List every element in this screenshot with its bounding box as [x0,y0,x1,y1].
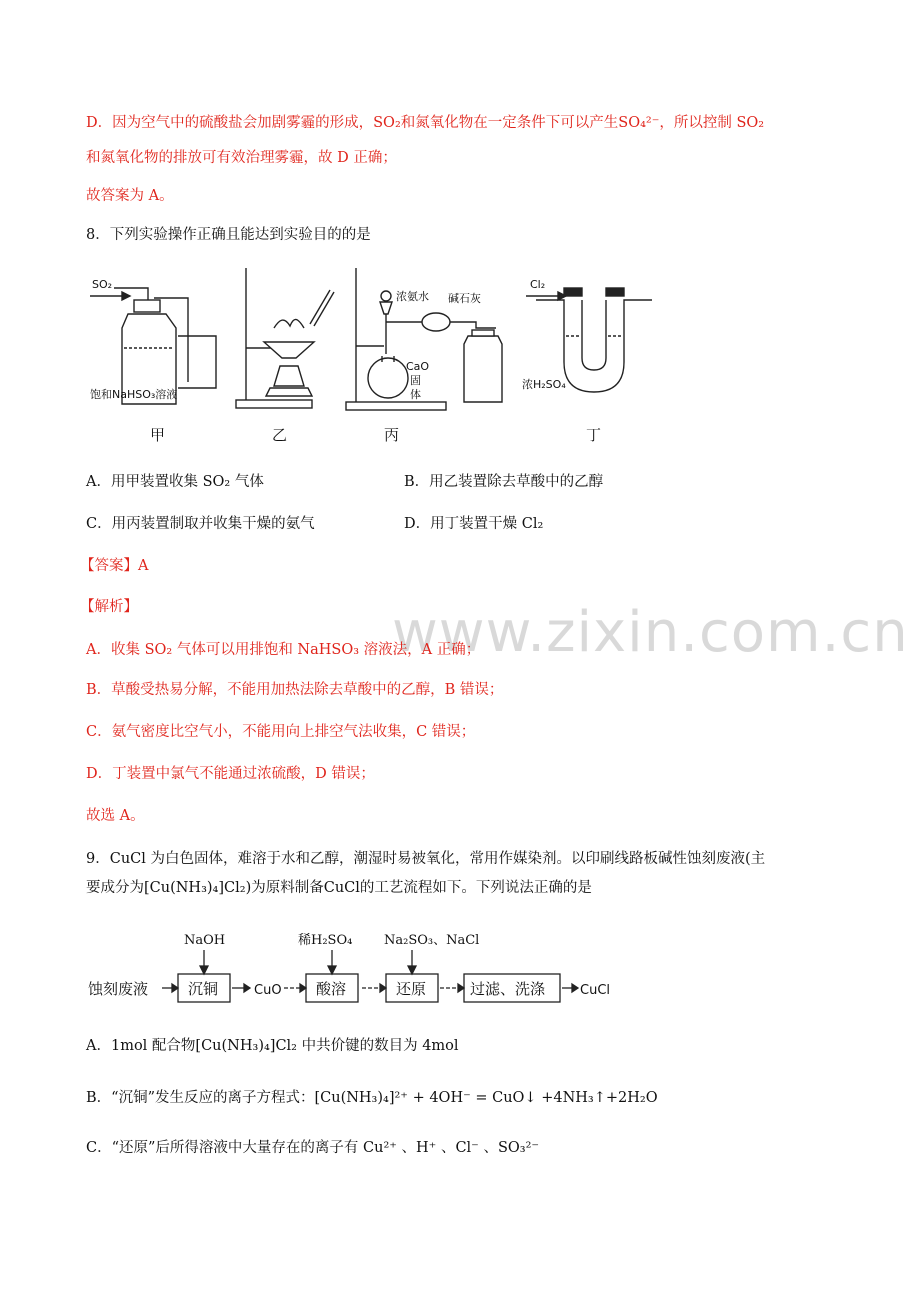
q8-analysis-b: B．草酸受热易分解，不能用加热法除去草酸中的乙醇，B 错误； [86,682,504,698]
apparatus-ding [526,288,652,392]
process-flow-chart [84,928,644,1008]
apparatus-figure [84,262,664,452]
q9-stem-line2: 要成分为[Cu(NH₃)₄]Cl₂)为原料制备CuCl的工艺流程如下。下列说法正确的是 [86,880,592,896]
label-cl2: Cl₂ [530,278,546,291]
flow-product: CuCl [580,983,611,998]
q8-answer: 【答案】A [80,558,149,574]
reagent-na2so3-nacl: Na₂SO₃、NaCl [384,933,480,948]
caption-yi: 乙 [272,426,288,444]
caption-bing: 丙 [384,426,400,444]
q8-option-c: C．用丙装置制取并收集干燥的氨气 [86,516,315,532]
caption-ding: 丁 [586,426,602,444]
caption-jia: 甲 [150,426,166,444]
q8-analysis-c: C．氨气密度比空气小，不能用向上排空气法收集，C 错误； [86,724,476,740]
q8-option-b: B．用乙装置除去草酸中的乙醇 [404,474,604,490]
q8-analysis-d: D．丁装置中氯气不能通过浓硫酸，D 错误； [86,766,375,782]
reagent-h2so4: 稀H₂SO₄ [298,933,353,948]
flow-start: 蚀刻废液 [88,980,149,998]
q9-stem-line1: 9．CuCl 为白色固体，难溶于水和乙醇，潮湿时易被氧化，常用作媒染剂。以印刷线路板碱性蚀刻废液(主 [86,851,766,867]
q8-option-a: A．用甲装置收集 SO₂ 气体 [86,474,264,490]
step-suanrong: 酸溶 [316,980,347,998]
label-cao: CaO [406,360,430,373]
apparatus-yi [236,268,334,408]
label-soda-lime: 碱石灰 [448,292,481,305]
step-chentong: 沉铜 [188,980,219,998]
q9-option-a: A．1mol 配合物[Cu(NH₃)₄]Cl₂ 中共价键的数目为 4mol [86,1038,459,1054]
label-cao-solid1: 固 [410,374,421,387]
label-conc-ammonia: 浓氨水 [396,290,429,303]
q9-option-b: B．“沉铜”发生反应的离子方程式：[Cu(NH₃)₄]²⁺ + 4OH⁻ = CuO↓ +4NH₃↑+2H₂O [86,1090,658,1106]
reagent-naoh: NaOH [184,933,226,948]
answer-d-line2: 和氮氧化物的排放可有效治理雾霾，故 D 正确； [86,150,397,166]
step-guolv: 过滤、洗涤 [470,980,546,998]
q8-stem: 8．下列实验操作正确且能达到实验目的的是 [86,227,371,243]
label-h2so4: 浓H₂SO₄ [522,378,566,391]
flow-cuo: CuO [254,983,282,998]
q9-option-c: C．“还原”后所得溶液中大量存在的离子有 Cu²⁺ 、H⁺ 、Cl⁻ 、SO₃²⁻ [86,1140,540,1156]
answer-d-line1: D．因为空气中的硫酸盐会加剧雾霾的形成，SO₂和氮氧化物在一定条件下可以产生SO₄²⁻，所以控制 SO₂ [86,115,765,131]
q8-analysis-title: 【解析】 [80,599,138,615]
q8-option-d: D．用丁装置干燥 Cl₂ [404,516,544,532]
label-cao-solid2: 体 [410,388,421,401]
q8-final: 故选 A。 [86,808,145,824]
label-nahso3: 饱和NaHSO₃溶液 [90,388,178,401]
label-so2: SO₂ [92,278,113,291]
apparatus-jia [90,288,216,404]
answer-final-prev: 故答案为 A。 [86,188,174,204]
step-huanyuan: 还原 [396,980,427,998]
watermark: www.zixin.com.cn [392,600,909,665]
q8-analysis-a: A．收集 SO₂ 气体可以用排饱和 NaHSO₃ 溶液法，A 正确； [86,642,481,658]
